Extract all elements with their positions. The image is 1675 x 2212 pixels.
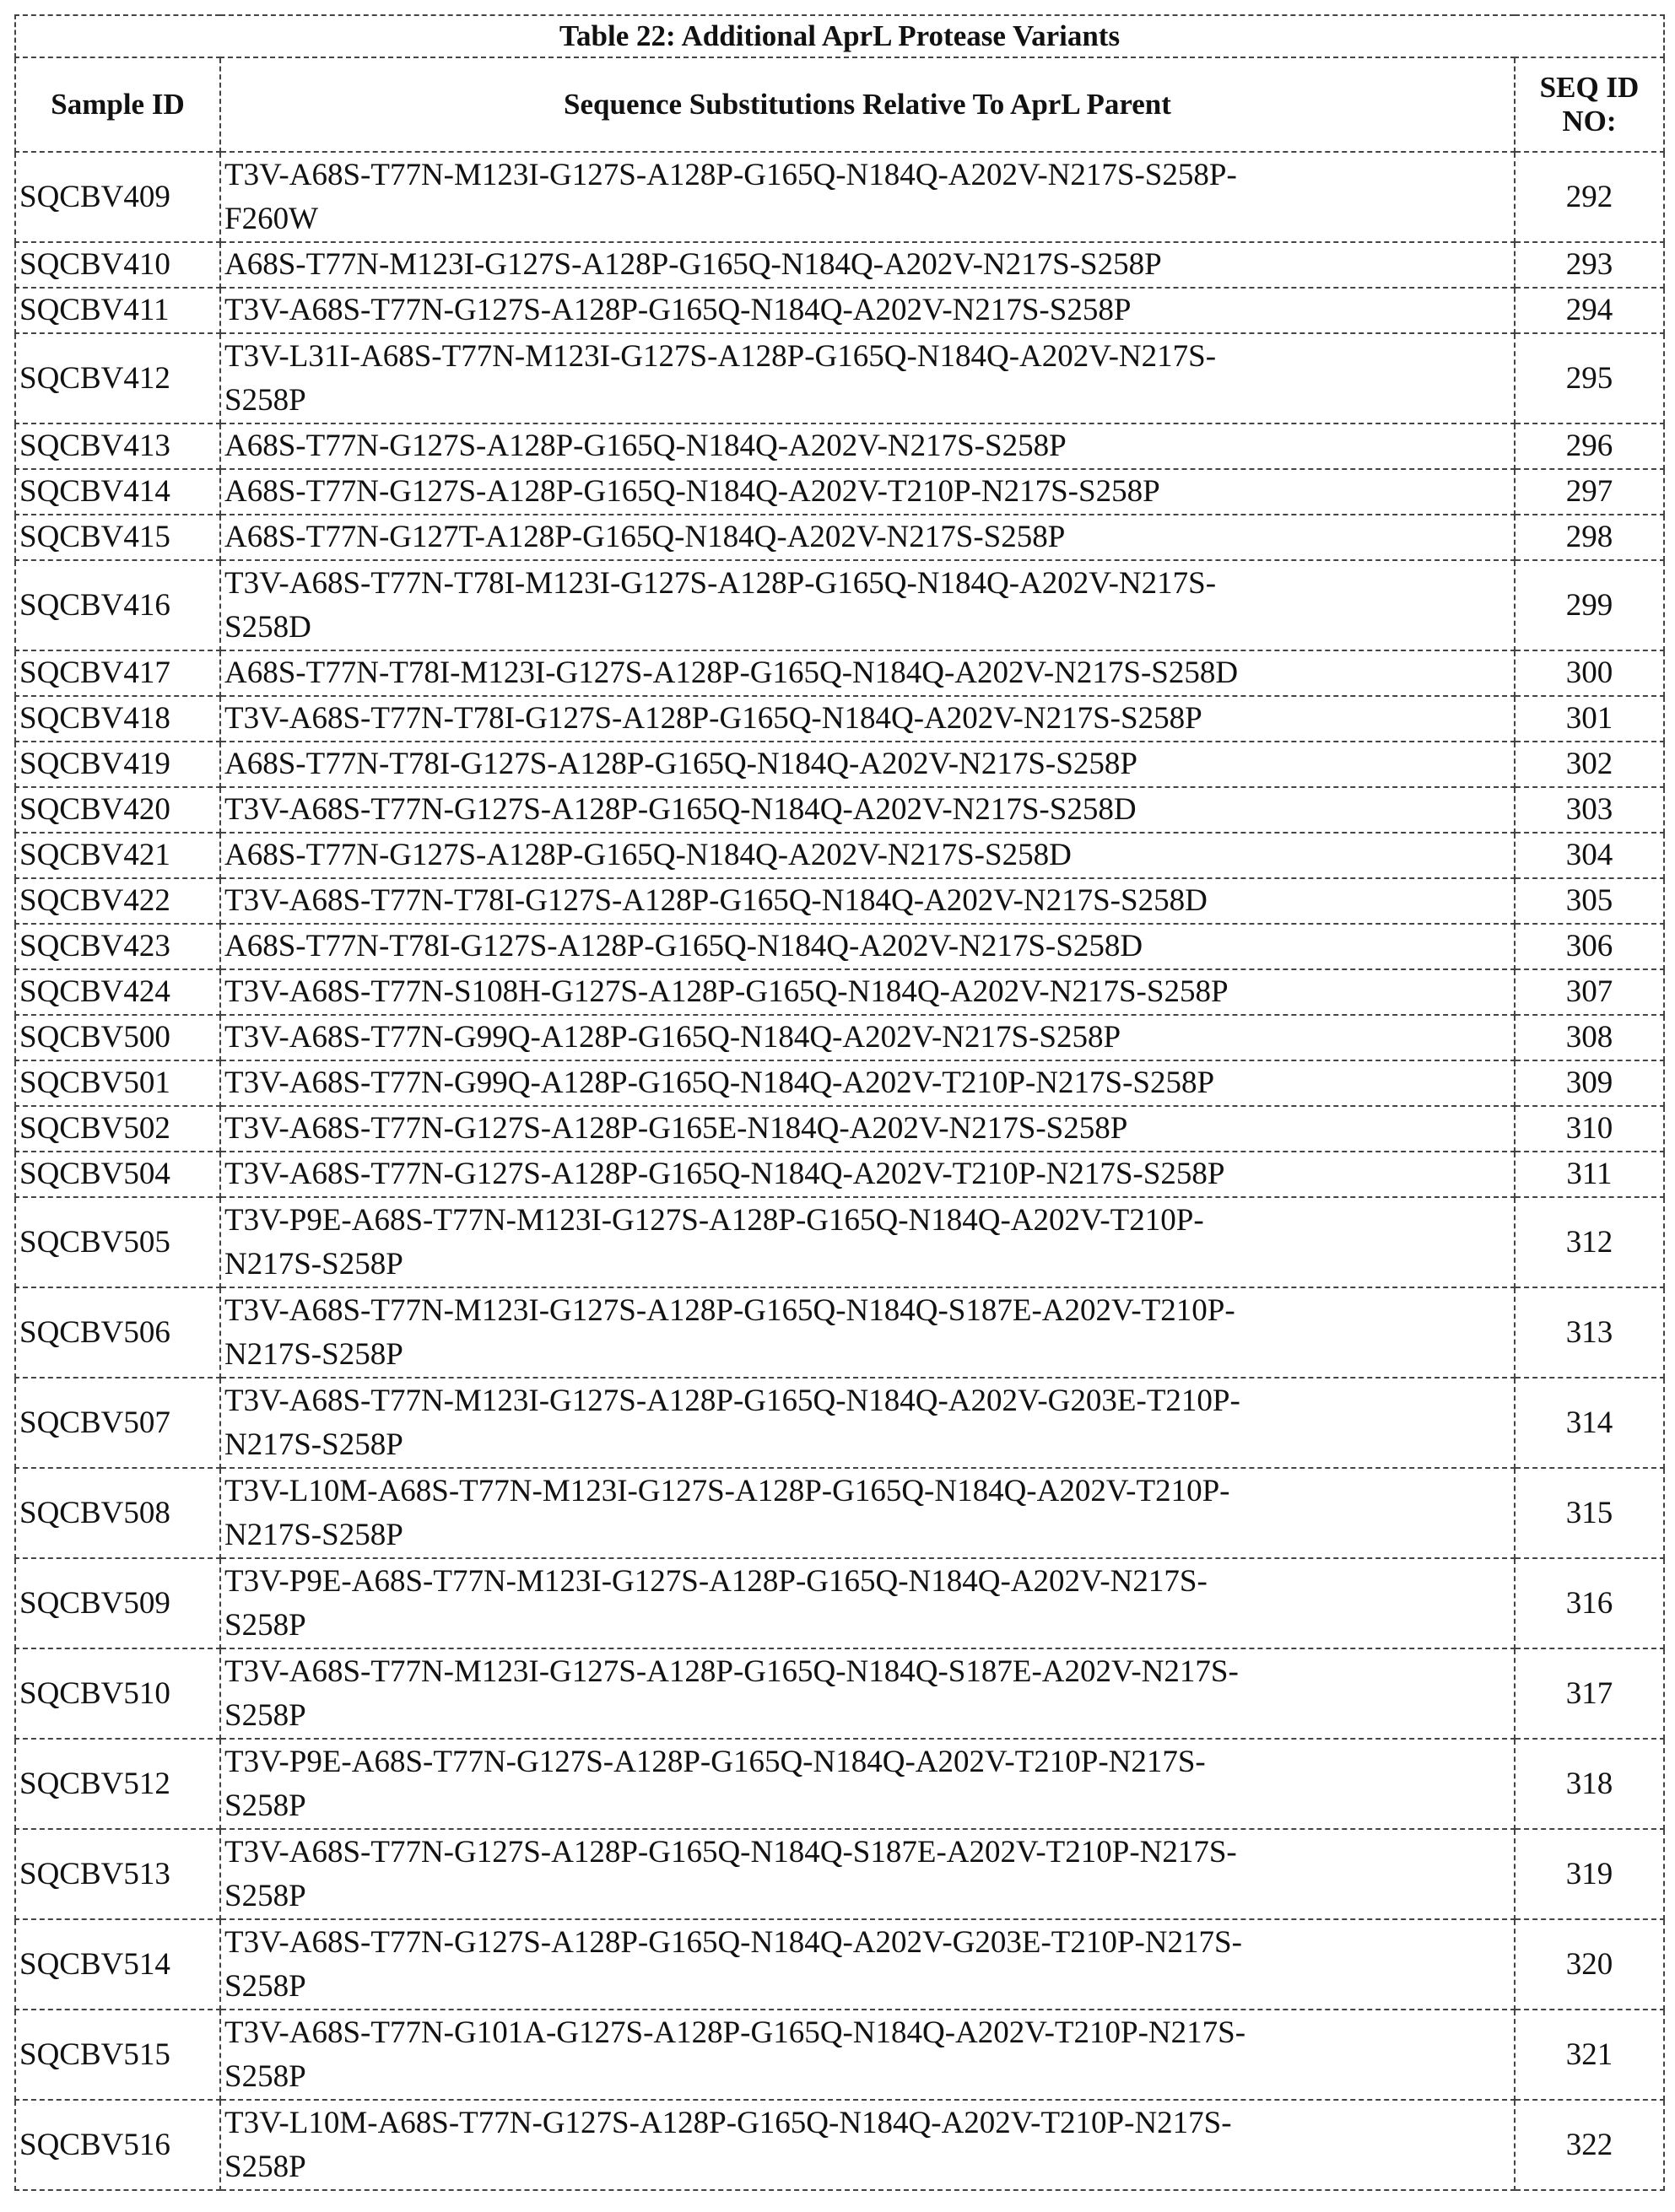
substitutions-cell — [220, 1829, 1515, 1919]
sample-id-cell: SQCBV419 — [15, 742, 220, 787]
sample-id-cell: SQCBV416 — [15, 560, 220, 650]
sample-id-cell: SQCBV516 — [15, 2100, 220, 2190]
seq-id-cell: 317 — [1515, 1648, 1664, 1739]
seq-id-cell: 300 — [1515, 650, 1664, 696]
variants-table — [14, 14, 1665, 2191]
header-seq-id: SEQ ID NO: — [1515, 57, 1664, 152]
substitutions-cell — [220, 833, 1515, 878]
substitutions-line: A68S-T77N-G127S-A128P-G165Q-N184Q-A202V-N217S-S258D — [224, 834, 1509, 877]
substitutions-line: T3V-A68S-T77N-G99Q-A128P-G165Q-N184Q-A202V-T210P-N217S-S258P — [224, 1061, 1509, 1105]
sample-id-cell: SQCBV513 — [15, 1829, 220, 1919]
substitutions-cell — [220, 878, 1515, 924]
table-row — [15, 1060, 1664, 1106]
sample-id-cell: SQCBV501 — [15, 1060, 220, 1106]
substitutions-cell — [220, 1197, 1515, 1287]
sample-id-cell: SQCBV412 — [15, 333, 220, 424]
substitutions-cell — [220, 560, 1515, 650]
sample-id-cell: SQCBV514 — [15, 1919, 220, 2010]
table-row — [15, 1558, 1664, 1648]
table-row — [15, 1468, 1664, 1558]
substitutions-line: T3V-A68S-T77N-G127S-A128P-G165Q-N184Q-A202V-G203E-T210P-N217S- — [224, 1921, 1509, 1965]
seq-id-cell: 294 — [1515, 288, 1664, 333]
substitutions-line: T3V-A68S-T77N-S108H-G127S-A128P-G165Q-N184Q-A202V-N217S-S258P — [224, 970, 1509, 1014]
sample-id-cell: SQCBV515 — [15, 2010, 220, 2100]
substitutions-line: A68S-T77N-T78I-M123I-G127S-A128P-G165Q-N184Q-A202V-N217S-S258D — [224, 651, 1509, 695]
substitutions-line: N217S-S258P — [224, 1513, 1509, 1557]
seq-id-cell: 304 — [1515, 833, 1664, 878]
substitutions-line: F260W — [224, 197, 1509, 241]
substitutions-cell — [220, 2010, 1515, 2100]
substitutions-line: A68S-T77N-G127S-A128P-G165Q-N184Q-A202V-N217S-S258P — [224, 424, 1509, 468]
seq-id-cell: 316 — [1515, 1558, 1664, 1648]
seq-id-cell: 297 — [1515, 469, 1664, 515]
substitutions-cell — [220, 242, 1515, 288]
seq-id-cell: 302 — [1515, 742, 1664, 787]
substitutions-line: A68S-T77N-T78I-G127S-A128P-G165Q-N184Q-A202V-N217S-S258P — [224, 742, 1509, 786]
substitutions-line: T3V-A68S-T77N-T78I-M123I-G127S-A128P-G165Q-N184Q-A202V-N217S- — [224, 562, 1509, 606]
substitutions-line: T3V-A68S-T77N-G99Q-A128P-G165Q-N184Q-A202V-N217S-S258P — [224, 1016, 1509, 1060]
substitutions-line: T3V-A68S-T77N-T78I-G127S-A128P-G165Q-N184Q-A202V-N217S-S258D — [224, 879, 1509, 923]
seq-id-cell: 313 — [1515, 1287, 1664, 1378]
seq-id-cell: 305 — [1515, 878, 1664, 924]
table-row — [15, 1152, 1664, 1197]
substitutions-line: T3V-P9E-A68S-T77N-M123I-G127S-A128P-G165Q-N184Q-A202V-N217S- — [224, 1560, 1509, 1604]
seq-id-cell: 299 — [1515, 560, 1664, 650]
table-row — [15, 560, 1664, 650]
substitutions-line: S258P — [224, 1604, 1509, 1648]
table-row — [15, 1829, 1664, 1919]
table-row — [15, 288, 1664, 333]
substitutions-cell — [220, 1648, 1515, 1739]
seq-id-cell: 292 — [1515, 152, 1664, 242]
table-row — [15, 469, 1664, 515]
substitutions-line: T3V-A68S-T77N-M123I-G127S-A128P-G165Q-N184Q-A202V-G203E-T210P- — [224, 1379, 1509, 1423]
substitutions-cell — [220, 1378, 1515, 1468]
sample-id-cell: SQCBV502 — [15, 1106, 220, 1152]
seq-id-cell: 306 — [1515, 924, 1664, 969]
seq-id-cell: 309 — [1515, 1060, 1664, 1106]
substitutions-line: T3V-A68S-T77N-M123I-G127S-A128P-G165Q-N184Q-S187E-A202V-N217S- — [224, 1650, 1509, 1694]
sample-id-cell: SQCBV423 — [15, 924, 220, 969]
substitutions-line: T3V-L10M-A68S-T77N-G127S-A128P-G165Q-N184Q-A202V-T210P-N217S- — [224, 2101, 1509, 2145]
table-row — [15, 1197, 1664, 1287]
seq-id-cell: 298 — [1515, 515, 1664, 560]
sample-id-cell: SQCBV413 — [15, 424, 220, 469]
substitutions-cell — [220, 1152, 1515, 1197]
sample-id-cell: SQCBV509 — [15, 1558, 220, 1648]
table-title: Table 22: Additional AprL Protease Variants — [15, 15, 1664, 57]
sample-id-cell: SQCBV512 — [15, 1739, 220, 1829]
substitutions-cell — [220, 1060, 1515, 1106]
substitutions-line: T3V-P9E-A68S-T77N-M123I-G127S-A128P-G165Q-N184Q-A202V-T210P- — [224, 1199, 1509, 1243]
table-row — [15, 515, 1664, 560]
substitutions-line: S258P — [224, 1875, 1509, 1918]
seq-id-cell: 322 — [1515, 2100, 1664, 2190]
sample-id-cell: SQCBV410 — [15, 242, 220, 288]
seq-id-cell: 320 — [1515, 1919, 1664, 2010]
substitutions-line: T3V-A68S-T77N-G101A-G127S-A128P-G165Q-N184Q-A202V-T210P-N217S- — [224, 2011, 1509, 2055]
table-row — [15, 2100, 1664, 2190]
seq-id-cell: 303 — [1515, 787, 1664, 833]
substitutions-cell — [220, 2100, 1515, 2190]
substitutions-line: T3V-A68S-T77N-G127S-A128P-G165Q-N184Q-A202V-T210P-N217S-S258P — [224, 1152, 1509, 1196]
table-row — [15, 787, 1664, 833]
table-row — [15, 833, 1664, 878]
seq-id-cell: 321 — [1515, 2010, 1664, 2100]
table-row — [15, 242, 1664, 288]
substitutions-cell — [220, 1919, 1515, 2010]
seq-id-cell: 310 — [1515, 1106, 1664, 1152]
substitutions-line: T3V-A68S-T77N-G127S-A128P-G165E-N184Q-A202V-N217S-S258P — [224, 1107, 1509, 1151]
substitutions-line: A68S-T77N-G127S-A128P-G165Q-N184Q-A202V-T210P-N217S-S258P — [224, 470, 1509, 514]
table-row — [15, 152, 1664, 242]
table-row — [15, 1739, 1664, 1829]
substitutions-line: S258P — [224, 1784, 1509, 1828]
seq-id-cell: 295 — [1515, 333, 1664, 424]
substitutions-cell — [220, 424, 1515, 469]
table-row — [15, 1015, 1664, 1060]
sample-id-cell: SQCBV505 — [15, 1197, 220, 1287]
substitutions-line: T3V-P9E-A68S-T77N-G127S-A128P-G165Q-N184Q-A202V-T210P-N217S- — [224, 1740, 1509, 1784]
substitutions-cell — [220, 469, 1515, 515]
substitutions-line: A68S-T77N-M123I-G127S-A128P-G165Q-N184Q-A202V-N217S-S258P — [224, 243, 1509, 287]
sample-id-cell: SQCBV417 — [15, 650, 220, 696]
sample-id-cell: SQCBV409 — [15, 152, 220, 242]
table-row — [15, 969, 1664, 1015]
substitutions-line: T3V-A68S-T77N-G127S-A128P-G165Q-N184Q-S187E-A202V-T210P-N217S- — [224, 1831, 1509, 1875]
seq-id-cell: 293 — [1515, 242, 1664, 288]
sample-id-cell: SQCBV421 — [15, 833, 220, 878]
header-substitutions: Sequence Substitutions Relative To AprL Parent — [220, 57, 1515, 152]
seq-id-cell: 314 — [1515, 1378, 1664, 1468]
substitutions-cell — [220, 742, 1515, 787]
substitutions-line: T3V-L31I-A68S-T77N-M123I-G127S-A128P-G165Q-N184Q-A202V-N217S- — [224, 335, 1509, 379]
substitutions-line: S258P — [224, 2145, 1509, 2189]
substitutions-cell — [220, 1468, 1515, 1558]
sample-id-cell: SQCBV508 — [15, 1468, 220, 1558]
sample-id-cell: SQCBV510 — [15, 1648, 220, 1739]
sample-id-cell: SQCBV418 — [15, 696, 220, 742]
substitutions-line: A68S-T77N-G127T-A128P-G165Q-N184Q-A202V-N217S-S258P — [224, 515, 1509, 559]
substitutions-line: N217S-S258P — [224, 1243, 1509, 1287]
sample-id-cell: SQCBV506 — [15, 1287, 220, 1378]
sample-id-cell: SQCBV411 — [15, 288, 220, 333]
substitutions-cell — [220, 1739, 1515, 1829]
seq-id-cell: 311 — [1515, 1152, 1664, 1197]
seq-id-cell: 315 — [1515, 1468, 1664, 1558]
table-row — [15, 742, 1664, 787]
substitutions-line: T3V-A68S-T77N-M123I-G127S-A128P-G165Q-N184Q-S187E-A202V-T210P- — [224, 1289, 1509, 1333]
seq-id-cell: 296 — [1515, 424, 1664, 469]
substitutions-cell — [220, 333, 1515, 424]
substitutions-cell — [220, 1015, 1515, 1060]
sample-id-cell: SQCBV507 — [15, 1378, 220, 1468]
table-row — [15, 1287, 1664, 1378]
substitutions-cell — [220, 1558, 1515, 1648]
substitutions-line: N217S-S258P — [224, 1423, 1509, 1467]
substitutions-cell — [220, 787, 1515, 833]
substitutions-cell — [220, 969, 1515, 1015]
seq-id-cell: 307 — [1515, 969, 1664, 1015]
header-sample-id: Sample ID — [15, 57, 220, 152]
substitutions-cell — [220, 152, 1515, 242]
table-body — [15, 152, 1664, 2190]
substitutions-line: N217S-S258P — [224, 1333, 1509, 1377]
table-row — [15, 1648, 1664, 1739]
substitutions-line: T3V-A68S-T77N-M123I-G127S-A128P-G165Q-N184Q-A202V-N217S-S258P- — [224, 154, 1509, 197]
substitutions-cell — [220, 924, 1515, 969]
substitutions-line: S258D — [224, 606, 1509, 650]
table-row — [15, 1378, 1664, 1468]
seq-id-cell: 319 — [1515, 1829, 1664, 1919]
substitutions-cell — [220, 696, 1515, 742]
sample-id-cell: SQCBV420 — [15, 787, 220, 833]
table-row — [15, 1106, 1664, 1152]
table-row — [15, 878, 1664, 924]
substitutions-line: S258P — [224, 379, 1509, 423]
substitutions-line: T3V-L10M-A68S-T77N-M123I-G127S-A128P-G165Q-N184Q-A202V-T210P- — [224, 1470, 1509, 1513]
table-row — [15, 696, 1664, 742]
substitutions-cell — [220, 1287, 1515, 1378]
sample-id-cell: SQCBV414 — [15, 469, 220, 515]
table-row — [15, 650, 1664, 696]
sample-id-cell: SQCBV424 — [15, 969, 220, 1015]
substitutions-line: S258P — [224, 1694, 1509, 1738]
table-row — [15, 333, 1664, 424]
sample-id-cell: SQCBV504 — [15, 1152, 220, 1197]
substitutions-cell — [220, 650, 1515, 696]
table-row — [15, 1919, 1664, 2010]
substitutions-line: S258P — [224, 2055, 1509, 2099]
substitutions-line: T3V-A68S-T77N-G127S-A128P-G165Q-N184Q-A202V-N217S-S258D — [224, 788, 1509, 832]
substitutions-line: T3V-A68S-T77N-T78I-G127S-A128P-G165Q-N184Q-A202V-N217S-S258P — [224, 697, 1509, 741]
table-row — [15, 2010, 1664, 2100]
seq-id-cell: 301 — [1515, 696, 1664, 742]
table-row — [15, 424, 1664, 469]
substitutions-line: S258P — [224, 1965, 1509, 2009]
table-row — [15, 924, 1664, 969]
substitutions-line: T3V-A68S-T77N-G127S-A128P-G165Q-N184Q-A202V-N217S-S258P — [224, 289, 1509, 332]
substitutions-cell — [220, 1106, 1515, 1152]
seq-id-cell: 308 — [1515, 1015, 1664, 1060]
seq-id-cell: 312 — [1515, 1197, 1664, 1287]
substitutions-cell — [220, 515, 1515, 560]
sample-id-cell: SQCBV422 — [15, 878, 220, 924]
sample-id-cell: SQCBV500 — [15, 1015, 220, 1060]
seq-id-cell: 318 — [1515, 1739, 1664, 1829]
substitutions-line: A68S-T77N-T78I-G127S-A128P-G165Q-N184Q-A202V-N217S-S258D — [224, 925, 1509, 968]
substitutions-cell — [220, 288, 1515, 333]
sample-id-cell: SQCBV415 — [15, 515, 220, 560]
